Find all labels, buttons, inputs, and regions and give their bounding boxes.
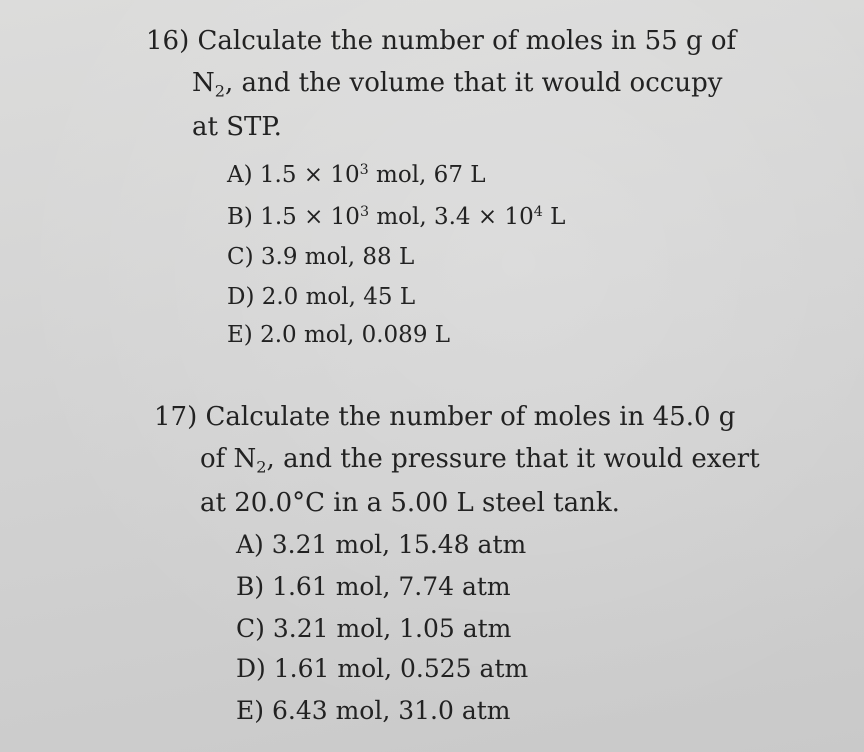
option-text: 1.61 mol, 0.525 atm xyxy=(273,654,529,683)
question-16-option-a[interactable] xyxy=(227,162,486,188)
formula-n: of N xyxy=(200,444,257,474)
option-letter: D) xyxy=(227,284,255,310)
question-17-line-2 xyxy=(200,444,760,477)
option-exponent: 3 xyxy=(359,162,369,179)
formula-subscript: 2 xyxy=(256,457,267,477)
option-text: 6.43 mol, 31.0 atm xyxy=(271,696,511,725)
question-17-option-c[interactable] xyxy=(236,614,511,643)
question-16-text-3: at STP. xyxy=(192,112,282,142)
option-text: 3.21 mol, 15.48 atm xyxy=(271,530,527,559)
question-17-line-1 xyxy=(154,402,735,432)
question-16-line-3 xyxy=(192,112,282,142)
option-text: 1.5 × 10 xyxy=(260,204,360,230)
formula-subscript: 2 xyxy=(214,81,225,101)
question-17-option-a[interactable] xyxy=(236,530,526,559)
option-letter: C) xyxy=(227,244,254,270)
option-letter: C) xyxy=(236,614,265,643)
option-letter: B) xyxy=(236,572,265,601)
question-17-text-2: , and the pressure that it would exert xyxy=(266,444,760,474)
question-16-option-d[interactable] xyxy=(227,284,415,310)
option-text-end: L xyxy=(542,204,566,230)
option-letter: A) xyxy=(227,162,253,188)
formula-n: N xyxy=(192,68,215,98)
question-16-number: 16) xyxy=(146,26,190,56)
question-17-line-3 xyxy=(200,488,620,518)
question-16-option-e[interactable] xyxy=(227,322,450,348)
option-exponent-2: 4 xyxy=(533,204,543,221)
question-16-line-2 xyxy=(192,68,723,101)
option-letter: E) xyxy=(227,322,253,348)
option-letter: D) xyxy=(236,654,266,683)
option-text: 2.0 mol, 0.089 L xyxy=(260,322,451,348)
question-16-line-1 xyxy=(146,26,736,56)
question-17-option-e[interactable] xyxy=(236,696,511,725)
option-exponent: 3 xyxy=(359,204,370,221)
option-letter: E) xyxy=(236,696,265,725)
option-text: 1.5 × 10 xyxy=(259,162,360,188)
question-16-option-b[interactable] xyxy=(227,204,565,230)
option-text-rest: mol, 3.4 × 10 xyxy=(369,204,534,230)
question-16-text-2: , and the volume that it would occupy xyxy=(225,68,723,98)
question-16-text-1: Calculate the number of moles in 55 g of xyxy=(197,26,737,56)
option-text: 1.61 mol, 7.74 atm xyxy=(272,572,511,601)
option-letter: A) xyxy=(236,530,264,559)
option-text: 3.21 mol, 1.05 atm xyxy=(272,614,512,643)
question-17-option-b[interactable] xyxy=(236,572,511,601)
option-text-rest: mol, 67 L xyxy=(368,162,486,188)
option-text: 2.0 mol, 45 L xyxy=(261,284,416,310)
question-17-text-1: Calculate the number of moles in 45.0 g xyxy=(205,402,736,432)
question-17-text-3: at 20.0°C in a 5.00 L steel tank. xyxy=(200,488,620,518)
question-16-option-c[interactable] xyxy=(227,244,414,270)
option-text: 3.9 mol, 88 L xyxy=(260,244,415,270)
question-17-option-d[interactable] xyxy=(236,654,528,683)
option-letter: B) xyxy=(227,204,253,230)
question-17-number: 17) xyxy=(154,402,198,432)
